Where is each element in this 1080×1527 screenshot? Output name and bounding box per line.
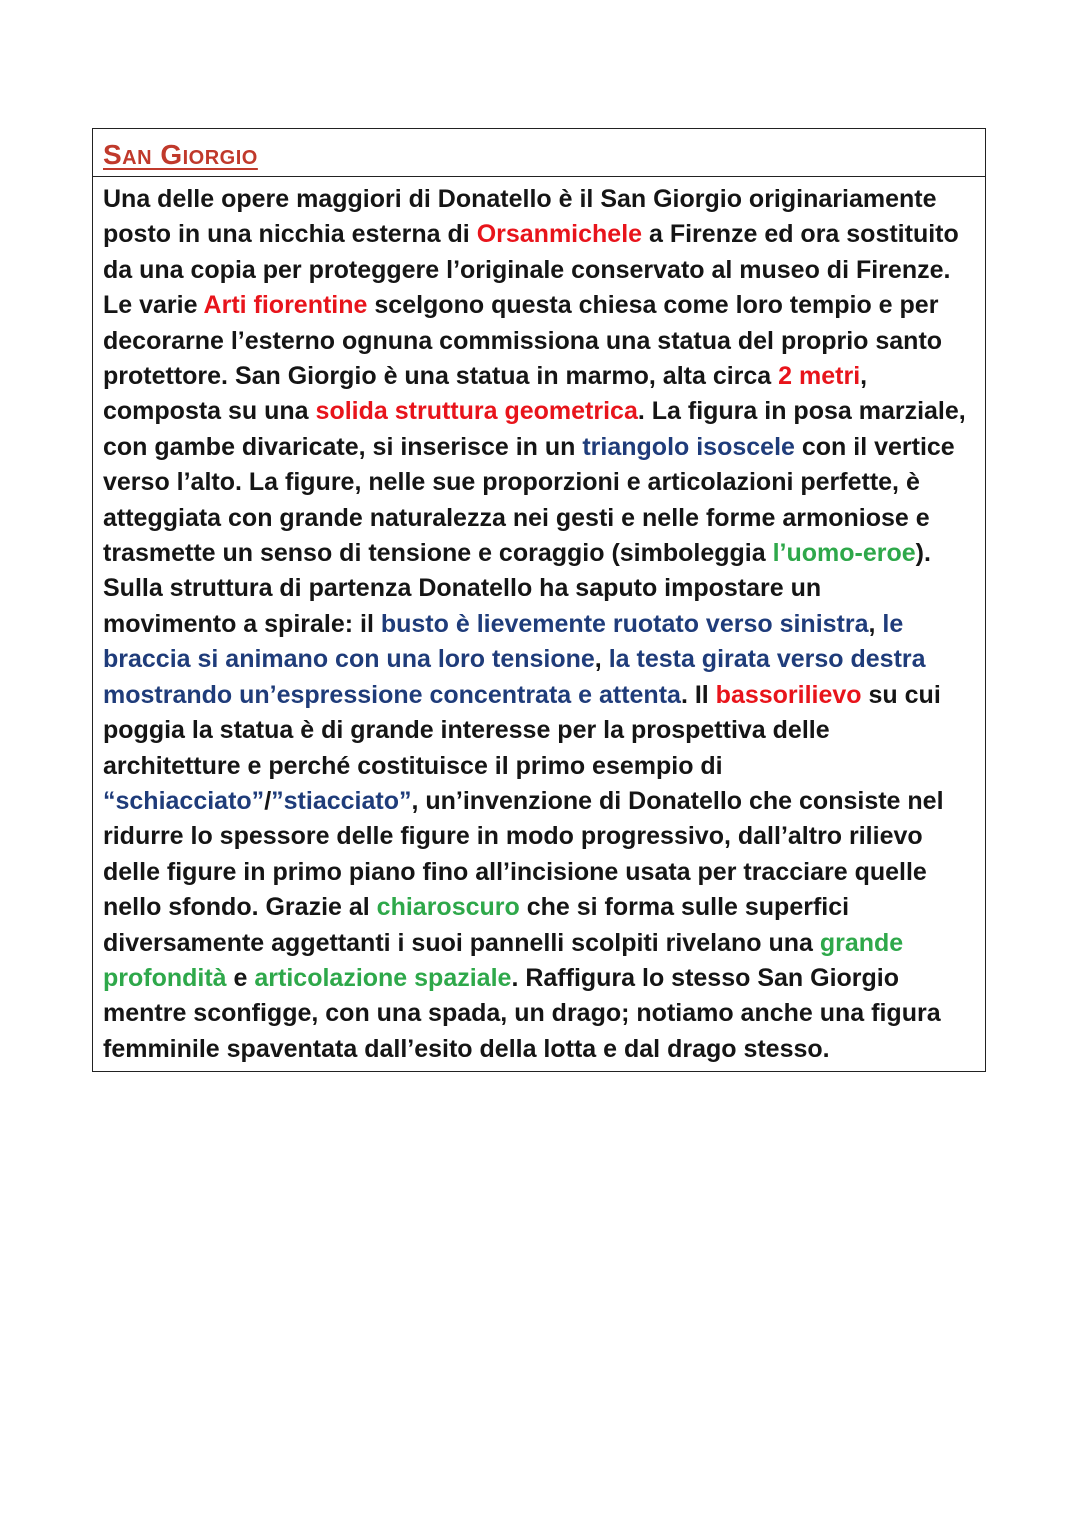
text-segment: e	[226, 963, 255, 992]
document-body	[93, 177, 985, 1071]
text-segment: con il vertice	[794, 432, 955, 461]
highlighted-term: mostrando un’espressione concentrata e attenta	[103, 680, 681, 709]
highlighted-term: la testa girata verso destra	[608, 645, 926, 674]
text-line	[103, 926, 975, 961]
highlighted-term: le	[882, 609, 904, 638]
text-line	[103, 819, 975, 854]
text-line	[103, 749, 975, 784]
text-line	[103, 324, 975, 359]
highlighted-term: Orsanmichele	[476, 220, 643, 249]
text-line	[103, 890, 975, 925]
text-segment: scelgono questa chiesa come loro tempio e per	[367, 291, 939, 320]
highlighted-term: articolazione spaziale	[254, 963, 512, 992]
text-segment: , un’invenzione di Donatello che consiste nel	[411, 786, 944, 815]
text-segment: atteggiata con grande naturalezza nei gesti e nelle forme armoniose e	[103, 503, 930, 532]
text-line	[103, 1032, 975, 1067]
text-line	[103, 571, 975, 606]
highlighted-term: braccia si animano con una loro tensione	[103, 645, 595, 674]
text-line	[103, 253, 975, 288]
highlighted-term: grande	[819, 928, 904, 957]
text-segment: trasmette un senso di tensione e coraggio (simboleggia	[103, 539, 773, 568]
text-segment: decorarne l’esterno ognuna commissiona una statua del proprio santo	[103, 326, 943, 355]
text-segment: protettore. San Giorgio è una statua in marmo, alta circa	[103, 362, 779, 391]
highlighted-term: chiaroscuro	[376, 893, 520, 922]
text-segment: su cui	[861, 680, 941, 709]
text-segment: mentre sconfigge, con una spada, un drago; notiamo anche una figura	[103, 999, 941, 1028]
text-segment: nello sfondo. Grazie al	[103, 893, 377, 922]
text-line	[103, 182, 975, 217]
text-segment: delle figure in primo piano fino all’incisione usata per tracciare quelle	[103, 857, 927, 886]
text-line	[103, 996, 975, 1031]
highlighted-term: ”stiacciato”	[271, 786, 412, 815]
text-line	[103, 642, 975, 677]
highlighted-term: triangolo isoscele	[582, 432, 795, 461]
text-segment: ,	[868, 609, 883, 638]
text-segment: . Raffigura lo stesso San Giorgio	[511, 963, 899, 992]
highlighted-term: “schiacciato”	[103, 786, 265, 815]
text-segment: . Il	[680, 680, 716, 709]
text-segment: femminile spaventata dall’esito della lotta e dal drago stesso.	[103, 1034, 830, 1063]
text-line	[103, 465, 975, 500]
text-line	[103, 536, 975, 571]
text-segment: a Firenze ed ora sostituito	[642, 220, 959, 249]
text-line	[103, 713, 975, 748]
text-segment: con gambe divaricate, si inserisce in un	[103, 432, 583, 461]
text-line	[103, 288, 975, 323]
document-title: San Giorgio	[103, 139, 258, 170]
text-segment: . La figura in posa marziale,	[637, 397, 966, 426]
text-segment: movimento a spirale: il	[103, 609, 381, 638]
text-segment: Sulla struttura di partenza Donatello ha saputo impostare un	[103, 574, 822, 603]
text-segment: Una delle opere maggiori di Donatello è il San Giorgio originariamente	[103, 185, 937, 213]
text-line	[103, 607, 975, 642]
text-line	[103, 394, 975, 429]
text-segment: Le varie	[103, 291, 204, 320]
text-line	[103, 430, 975, 465]
text-segment: verso l’alto. La figure, nelle sue proporzioni e articolazioni perfette, è	[103, 468, 920, 497]
text-segment: architetture e perché costituisce il primo esempio di	[103, 751, 723, 780]
text-segment: che si forma sulle superfici	[519, 893, 850, 922]
title-row	[93, 129, 985, 177]
text-line	[103, 855, 975, 890]
text-line	[103, 359, 975, 394]
text-segment: ,	[594, 645, 609, 674]
text-segment: ridurre lo spessore delle figure in modo progressivo, dall’altro rilievo	[103, 822, 923, 851]
highlighted-term: bassorilievo	[715, 680, 862, 709]
text-segment: ).	[915, 539, 931, 568]
highlighted-term: 2 metri	[778, 362, 861, 391]
text-segment: posto in una nicchia esterna di	[103, 220, 477, 249]
highlighted-term: solida struttura geometrica	[315, 397, 638, 426]
text-line	[103, 961, 975, 996]
text-segment: da una copia per proteggere l’originale conservato al museo di Firenze.	[103, 255, 951, 284]
text-line	[103, 217, 975, 252]
text-segment: /	[264, 786, 272, 815]
highlighted-term: busto è lievemente ruotato verso sinistra	[380, 609, 869, 638]
highlighted-term: profondità	[103, 963, 227, 992]
text-segment: composta su una	[103, 397, 316, 426]
text-segment: diversamente aggettanti i suoi pannelli scolpiti rivelano una	[103, 928, 820, 957]
text-segment: poggia la statua è di grande interesse per la prospettiva delle	[103, 716, 830, 745]
text-segment: ,	[860, 362, 868, 391]
highlighted-term: l’uomo-eroe	[772, 539, 916, 568]
highlighted-term: Arti fiorentine	[203, 291, 368, 320]
document-box	[92, 128, 986, 1072]
text-line	[103, 784, 975, 819]
text-line	[103, 678, 975, 713]
text-line	[103, 501, 975, 536]
